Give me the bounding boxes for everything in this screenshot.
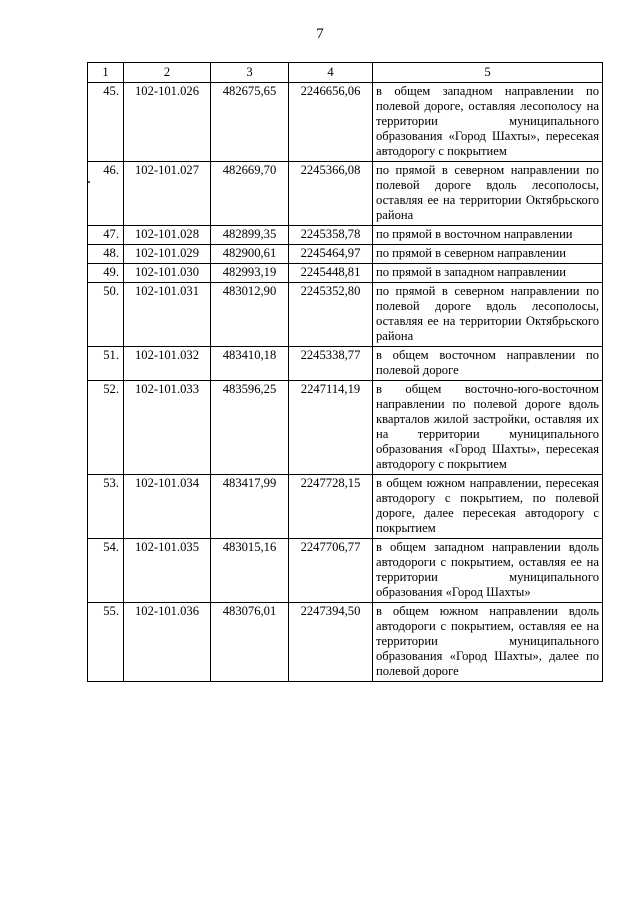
header-col-3: 3 — [211, 63, 289, 83]
table-row — [88, 381, 603, 475]
table-header-row — [88, 63, 603, 83]
point-code: 102-101.030 — [124, 264, 211, 283]
point-code: 102-101.035 — [124, 539, 211, 603]
point-code: 102-101.026 — [124, 83, 211, 162]
boundary-description: по прямой в северном направлении по полевой дороге вдоль лесополосы, оставляя ее на территории Октябрьского района — [373, 162, 603, 226]
row-number: 50. — [88, 283, 124, 347]
header-col-2: 2 — [124, 63, 211, 83]
coord-y: 2245352,80 — [289, 283, 373, 347]
row-number: 47. — [88, 226, 124, 245]
row-number: 52. — [88, 381, 124, 475]
coord-x: 482900,61 — [211, 245, 289, 264]
coord-y: 2247394,50 — [289, 603, 373, 682]
row-number: 51. — [88, 347, 124, 381]
boundary-description: в общем южном направлении, пересекая автодорогу с покрытием, по полевой дороге, далее пересекая автодорогу с покрытием — [373, 475, 603, 539]
coord-y: 2245464,97 — [289, 245, 373, 264]
header-col-1: 1 — [88, 63, 124, 83]
point-code: 102-101.028 — [124, 226, 211, 245]
header-col-5: 5 — [373, 63, 603, 83]
page-number: 7 — [316, 26, 324, 42]
coord-x: 483012,90 — [211, 283, 289, 347]
coord-x: 483015,16 — [211, 539, 289, 603]
coord-y: 2245358,78 — [289, 226, 373, 245]
coord-y: 2245338,77 — [289, 347, 373, 381]
coord-x: 482675,65 — [211, 83, 289, 162]
row-number: 45. — [88, 83, 124, 162]
point-code: 102-101.036 — [124, 603, 211, 682]
row-number: 54. — [88, 539, 124, 603]
point-code: 102-101.034 — [124, 475, 211, 539]
boundary-description: в общем западном направлении по полевой дороге, оставляя лесополосу на территории муниципального образования «Город Шахты», пересекая автодорогу с покрытием — [373, 83, 603, 162]
point-code: 102-101.032 — [124, 347, 211, 381]
table-row — [88, 245, 603, 264]
coord-x: 482669,70 — [211, 162, 289, 226]
coord-x: 483417,99 — [211, 475, 289, 539]
coord-x: 482899,35 — [211, 226, 289, 245]
table-row — [88, 226, 603, 245]
coord-x: 483410,18 — [211, 347, 289, 381]
boundary-points-table — [87, 62, 603, 682]
coord-y: 2246656,06 — [289, 83, 373, 162]
row-number: 53. — [88, 475, 124, 539]
table-row — [88, 162, 603, 226]
boundary-description: в общем восточном направлении по полевой дороге — [373, 347, 603, 381]
coord-x: 483596,25 — [211, 381, 289, 475]
point-code: 102-101.027 — [124, 162, 211, 226]
row-number: 48. — [88, 245, 124, 264]
boundary-description: по прямой в западном направлении — [373, 264, 603, 283]
boundary-description: в общем западном направлении вдоль автодороги с покрытием, оставляя ее на территории муниципального образования «Город Шахты» — [373, 539, 603, 603]
row-number: 55. — [88, 603, 124, 682]
boundary-description: в общем южном направлении вдоль автодороги с покрытием, оставляя ее на территории муниципального образования «Город Шахты», далее по полевой дороге — [373, 603, 603, 682]
coord-y: 2245366,08 — [289, 162, 373, 226]
table-row — [88, 264, 603, 283]
boundary-description: по прямой в восточном направлении — [373, 226, 603, 245]
boundary-description: в общем восточно-юго-восточном направлении по полевой дороге вдоль кварталов жилой застройки, оставляя их на территории муниципального образования «Город Шахты», пересекая автодорогу с покрытием — [373, 381, 603, 475]
boundary-description: по прямой в северном направлении по полевой дороге вдоль лесополосы, оставляя ее на территории Октябрьского района — [373, 283, 603, 347]
coord-y: 2245448,81 — [289, 264, 373, 283]
point-code: 102-101.029 — [124, 245, 211, 264]
table-row — [88, 347, 603, 381]
boundary-description: по прямой в северном направлении — [373, 245, 603, 264]
header-col-4: 4 — [289, 63, 373, 83]
point-code: 102-101.031 — [124, 283, 211, 347]
coord-y: 2247706,77 — [289, 539, 373, 603]
coord-y: 2247114,19 — [289, 381, 373, 475]
table-row — [88, 475, 603, 539]
coord-x: 482993,19 — [211, 264, 289, 283]
table-row — [88, 83, 603, 162]
table-row — [88, 283, 603, 347]
row-number: 49. — [88, 264, 124, 283]
table-row — [88, 603, 603, 682]
row-number: 46. — [88, 162, 124, 226]
point-code: 102-101.033 — [124, 381, 211, 475]
table-row — [88, 539, 603, 603]
coord-x: 483076,01 — [211, 603, 289, 682]
coord-y: 2247728,15 — [289, 475, 373, 539]
